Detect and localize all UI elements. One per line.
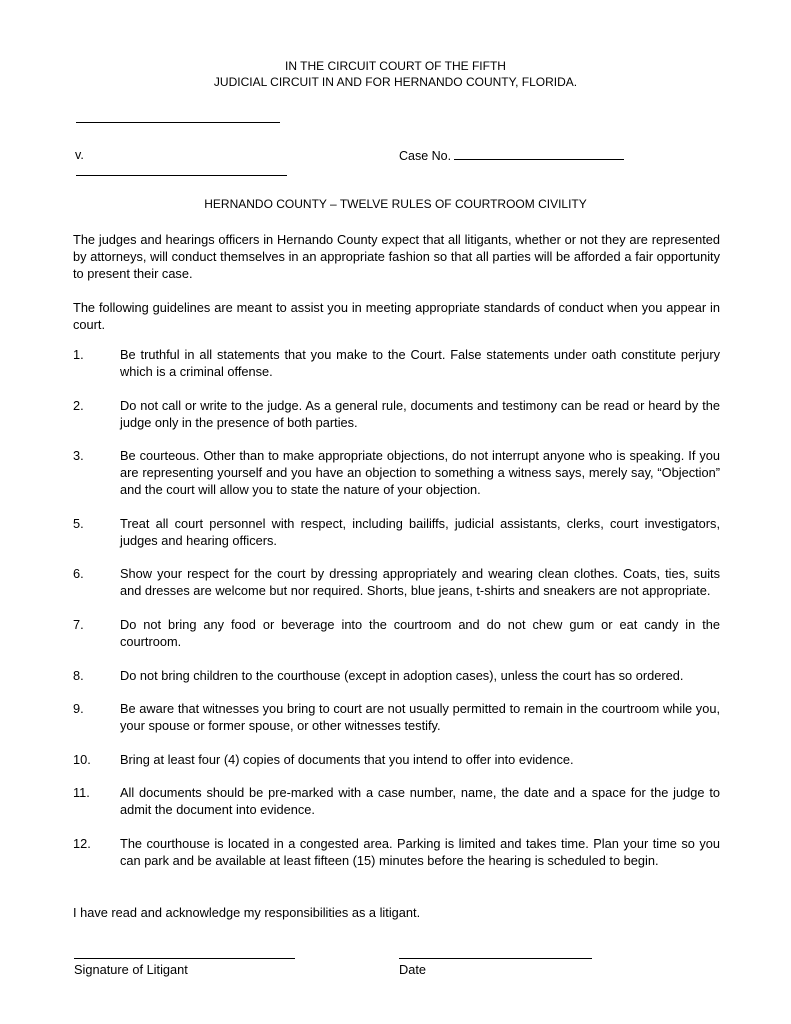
rule-text: Do not bring children to the courthouse (except in adoption cases), unless the court has so ordered. (120, 667, 684, 683)
rule-text: Show your respect for the court by dressing appropriately and wearing clean clothes. Coats, ties, suits and dresses are welcome but nor required. Shorts, blue jeans, t-shirts and sneakers are not appropriate. (120, 566, 720, 599)
court-header (0, 58, 791, 90)
date-signature-line[interactable] (399, 958, 592, 959)
litigant-signature-line[interactable] (74, 958, 295, 959)
rule-item (73, 447, 720, 498)
defendant-blank-line[interactable] (76, 175, 287, 176)
rule-number: 5. (73, 515, 84, 531)
rule-item (73, 700, 720, 734)
rule-item (73, 751, 720, 768)
document-title: HERNANDO COUNTY – TWELVE RULES OF COURTROOM CIVILITY (204, 197, 587, 211)
rule-item (73, 515, 720, 549)
rule-text: Be courteous. Other than to make appropriate objections, do not interrupt anyone who is speaking. If you are representing yourself and you have an objection to something a witness says, merely say, “Objection” and the court will allow you to state the nature of your objection. (120, 448, 720, 498)
plaintiff-blank-line[interactable] (76, 122, 280, 123)
acknowledgment-statement: I have read and acknowledge my responsibilities as a litigant. (73, 905, 421, 920)
rule-number: 12. (73, 835, 91, 851)
rule-number: 3. (73, 448, 84, 464)
rule-number: 9. (73, 701, 84, 717)
rule-item (73, 346, 720, 380)
rule-number: 8. (73, 667, 84, 683)
date-label: Date (399, 962, 427, 977)
rule-text: Treat all court personnel with respect, including bailiffs, judicial assistants, clerks, court investigators, judges and hearing officers. (120, 515, 720, 548)
rules-list (73, 346, 720, 886)
litigant-signature-label: Signature of Litigant (74, 962, 188, 977)
rule-number: 1. (73, 347, 84, 362)
rule-text: The courthouse is located in a congested area. Parking is limited and takes time. Plan your time so you can park and be available at least fifteen (15) minutes before the hearing is scheduled to begin. (120, 835, 720, 868)
rule-number: 6. (73, 566, 84, 582)
rule-number: 10. (73, 751, 91, 767)
court-header-line-2: JUDICIAL CIRCUIT IN AND FOR HERNANDO COUNTY, FLORIDA. (213, 75, 578, 89)
rule-number: 11. (73, 785, 90, 801)
rule-item (73, 616, 720, 650)
rule-text: Do not call or write to the judge. As a general rule, documents and testimony can be read or heard by the judge only in the presence of both parties. (120, 397, 720, 430)
rule-text: All documents should be pre-marked with a case number, name, the date and a space for the judge to admit the document into evidence. (120, 785, 720, 818)
case-number-field (399, 147, 624, 164)
rule-item (73, 784, 720, 818)
rule-item (73, 565, 720, 599)
rule-text: Be aware that witnesses you bring to court are not usually permitted to remain in the courtroom while you, your spouse or former spouse, or other witnesses testify. (120, 701, 720, 734)
court-header-line-1: IN THE CIRCUIT COURT OF THE FIFTH (285, 59, 506, 73)
rule-item (73, 397, 720, 431)
rule-text: Bring at least four (4) copies of documents that you intend to offer into evidence. (120, 751, 574, 767)
rule-number: 2. (73, 397, 84, 413)
versus-label: v. (75, 148, 84, 162)
rule-item (73, 835, 720, 869)
case-number-label: Case No. (399, 149, 452, 163)
rule-item (73, 667, 720, 684)
guidelines-intro-paragraph: The following guidelines are meant to assist you in meeting appropriate standards of conduct when you appear in court. (73, 300, 720, 332)
case-number-blank-line[interactable] (454, 147, 624, 160)
intro-paragraph: The judges and hearings officers in Hernando County expect that all litigants, whether or not they are represented by attorneys, will conduct themselves in an appropriate fashion so that all parties will be afforded a fair opportunity to present their case. (73, 232, 720, 281)
rule-text: Be truthful in all statements that you make to the Court. False statements under oath constitute perjury which is a criminal offense. (120, 347, 720, 379)
rule-number: 7. (73, 616, 84, 632)
rule-text: Do not bring any food or beverage into the courtroom and do not chew gum or eat candy in the courtroom. (120, 616, 720, 649)
